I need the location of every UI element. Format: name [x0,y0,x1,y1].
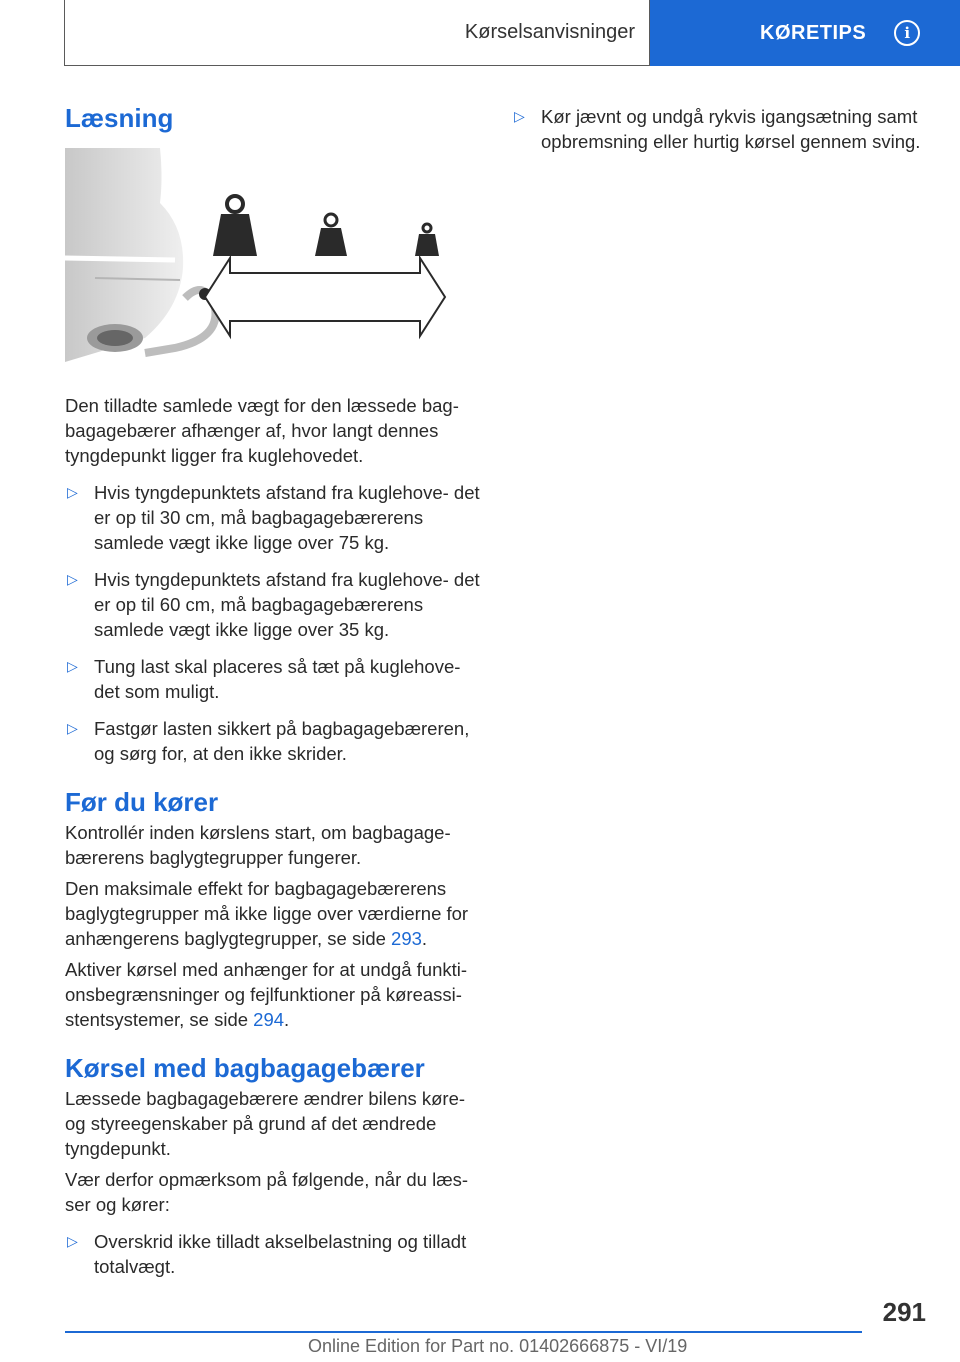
right-bullet-list [512,104,932,154]
page-header [64,0,960,66]
chapter-tab[interactable] [650,0,960,66]
heading-driving-with-carrier: Kørsel med bagbagagebærer [65,1053,425,1083]
heading-before-driving: Før du kører [65,787,219,817]
bullet-triangle-icon: ▷ [67,720,78,736]
paragraph-handling: Læssede bagbagagebærere ændrer bilens køre- og styreegenskaber på grund af det ændrede tyngdepunkt. [65,1088,466,1159]
paragraph-max-output: Den maksimale effekt for bagbagagebærerens baglygtegrupper må ikke ligge over værdierne for anhængerens baglygtegrupper, se side 293. [65,878,469,949]
list-item: ▷ Hvis tyngdepunktets afstand fra kuglehove- det er op til 30 cm, må bagbagagebærerens samlede vægt ikke ligge over 75 kg. [67,482,480,553]
bullet-triangle-icon: ▷ [67,484,78,500]
heading-loading: Læsning [65,103,174,133]
page-link-293[interactable]: 293 [391,928,422,949]
chapter-title: KØRETIPS [760,21,867,44]
list-item: ▷ Fastgør lasten sikkert på bagbagagebæreren, og sørg for, at den ikke skrider. [67,718,470,764]
paragraph-attention: Vær derfor opmærksom på følgende, når du læs- ser og kører: [65,1169,469,1215]
bullet-triangle-icon: ▷ [67,658,78,674]
bullet-triangle-icon: ▷ [67,571,78,587]
list-item: ▷ Tung last skal placeres så tæt på kuglehove- det som muligt. [67,656,461,702]
paragraph-check-lights: Kontrollér inden kørslens start, om bagbagage- bærerens baglygtegrupper fungerer. [65,822,451,868]
intro-paragraph: Den tilladte samlede vægt for den læssede bag- bagagebærer afhænger af, hvor langt dennes tyngdepunkt ligger fra kuglehovedet. [65,395,459,466]
bullet-triangle-icon: ▷ [67,1233,78,1249]
bullet-triangle-icon: ▷ [514,108,525,124]
paragraph-activate-trailer: Aktiver kørsel med anhænger for at undgå funkti- onsbegrænsninger og fejlfunktioner på køreassi- stentsystemer, se side 294. [65,959,468,1030]
footer-divider [65,1331,862,1333]
driving-bullet-list [65,1229,480,1279]
list-item: ▷ Hvis tyngdepunktets afstand fra kuglehove- det er op til 60 cm, må bagbagagebærerens samlede vægt ikke ligge over 35 kg. [67,569,480,640]
page-link-294[interactable]: 294 [253,1009,285,1030]
left-column [65,100,480,1291]
info-icon[interactable]: i [894,20,920,46]
loading-bullet-list [65,480,480,766]
load-distance-illustration [65,148,465,362]
list-item: ▷ Kør jævnt og undgå rykvis igangsætning samt opbremsning eller hurtig kørsel gennem sving. [514,106,921,152]
right-column [512,104,932,166]
section-tab[interactable] [64,0,650,66]
footer-edition: Online Edition for Part no. 01402666875 - VI/19 [308,1336,688,1356]
page-number: 291 [882,1297,926,1327]
section-title: Kørselsanvisninger [464,21,635,43]
list-item: ▷ Overskrid ikke tilladt akselbelastning og tilladt totalvægt. [67,1231,467,1277]
